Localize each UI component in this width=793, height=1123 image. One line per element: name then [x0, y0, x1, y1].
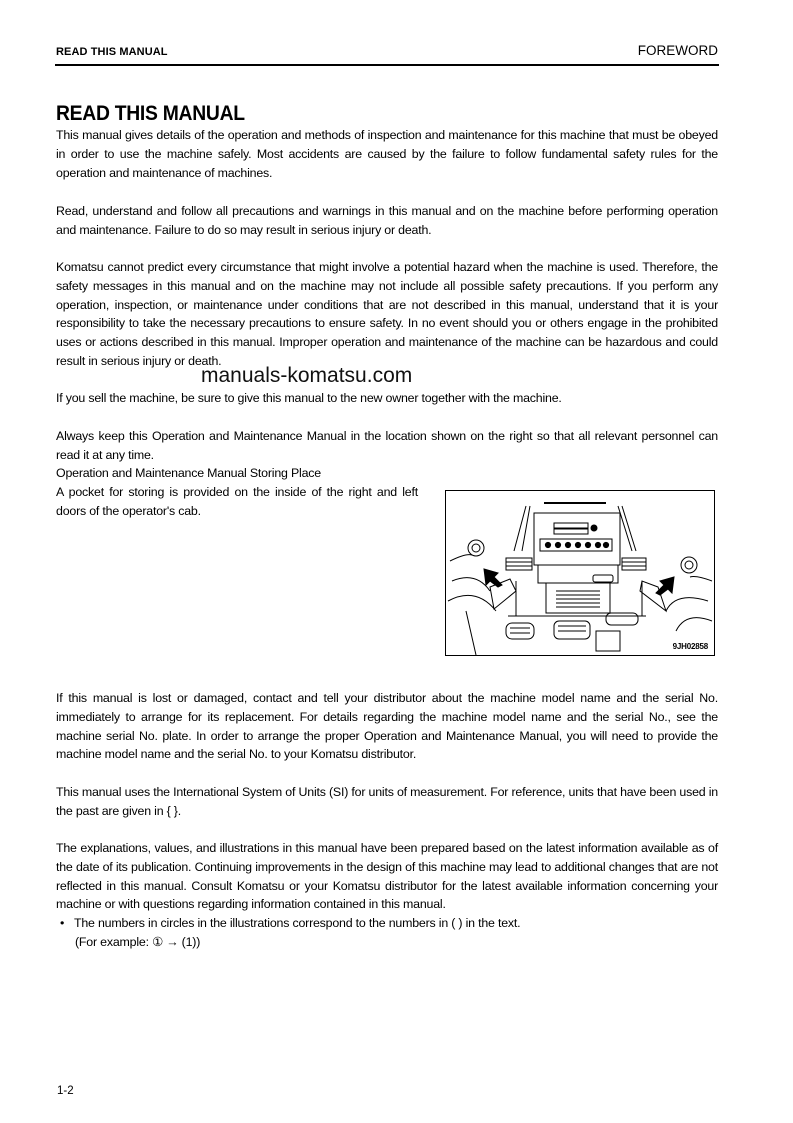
cab-interior-drawing: [446, 491, 714, 655]
paragraph-lost-damaged: If this manual is lost or damaged, contact and tell your distributor about the machine model name and the serial No. immediately to arrange for its replacement. For details regarding the machine model name and the serial No., see the machine serial No. plate. In order to arrange the proper Operation and Maintenance Manual, you will need to provide the machine model name and the serial No. to your Komatsu distributor.: [56, 691, 718, 762]
bullet-dot-icon: •: [60, 916, 65, 930]
page-number: 1-2: [57, 1085, 74, 1097]
running-header-chapter: FOREWORD: [637, 43, 718, 58]
header-rule: [55, 64, 719, 66]
figure-code: 9JH02858: [672, 642, 708, 651]
paragraph-read-understand: Read, understand and follow all precautions and warnings in this manual and on the machine before performing operation and maintenance. Failure to do so may result in serious injury or death.: [56, 204, 718, 237]
cab-illustration: [445, 490, 715, 656]
subheading-storing-place: Operation and Maintenance Manual Storing Place: [56, 466, 321, 480]
running-header-section: READ THIS MANUAL: [56, 46, 168, 58]
bullet-text: The numbers in circles in the illustrations correspond to the numbers in ( ) in the text.: [74, 916, 521, 930]
paragraph-si-units: This manual uses the International System of Units (SI) for units of measurement. For reference, units that have been used in the past are given in { }.: [56, 785, 718, 818]
paragraph-sell: If you sell the machine, be sure to give this manual to the new owner together with the machine.: [56, 391, 562, 405]
bullet-example: (For example: ① → (1)): [75, 935, 201, 949]
paragraph-explanations: The explanations, values, and illustrations in this manual have been prepared based on the latest information available as of the date of its publication. Continuing improvements in the design of this machine may lead to additional changes that are not reflected in this manual. Consult Komatsu or your Komatsu distributor for the latest available information concerning your machine or with questions regarding information contained in this manual.: [56, 841, 718, 912]
paragraph-hazard: Komatsu cannot predict every circumstance that might involve a potential hazard when the machine is used. Therefore, the safety messages in this manual and on the machine may not include all possible safety precautions. If you perform any operation, inspection, or maintenance under conditions that are not described in this manual, understand that it is your responsibility to take the necessary precautions to ensure safety. In no event should you or others engage in the prohibited uses or actions described in this manual. Improper operation and maintenance of the machine can be hazardous and could result in serious injury or death.: [56, 260, 718, 368]
paragraph-keep: Always keep this Operation and Maintenance Manual in the location shown on the right so that all relevant personnel can read it at any time.: [56, 429, 718, 462]
bullet-item: [60, 914, 520, 933]
paragraph-intro: This manual gives details of the operation and methods of inspection and maintenance for this machine that must be obeyed in order to use the machine safely. Most accidents are caused by the failure to follow fundamental safety rules for the operation and maintenance of machines.: [56, 128, 718, 180]
page-title: READ THIS MANUAL: [56, 102, 245, 125]
watermark: manuals-komatsu.com: [201, 364, 413, 387]
paragraph-pocket: A pocket for storing is provided on the inside of the right and left doors of the operator's cab.: [56, 485, 418, 518]
